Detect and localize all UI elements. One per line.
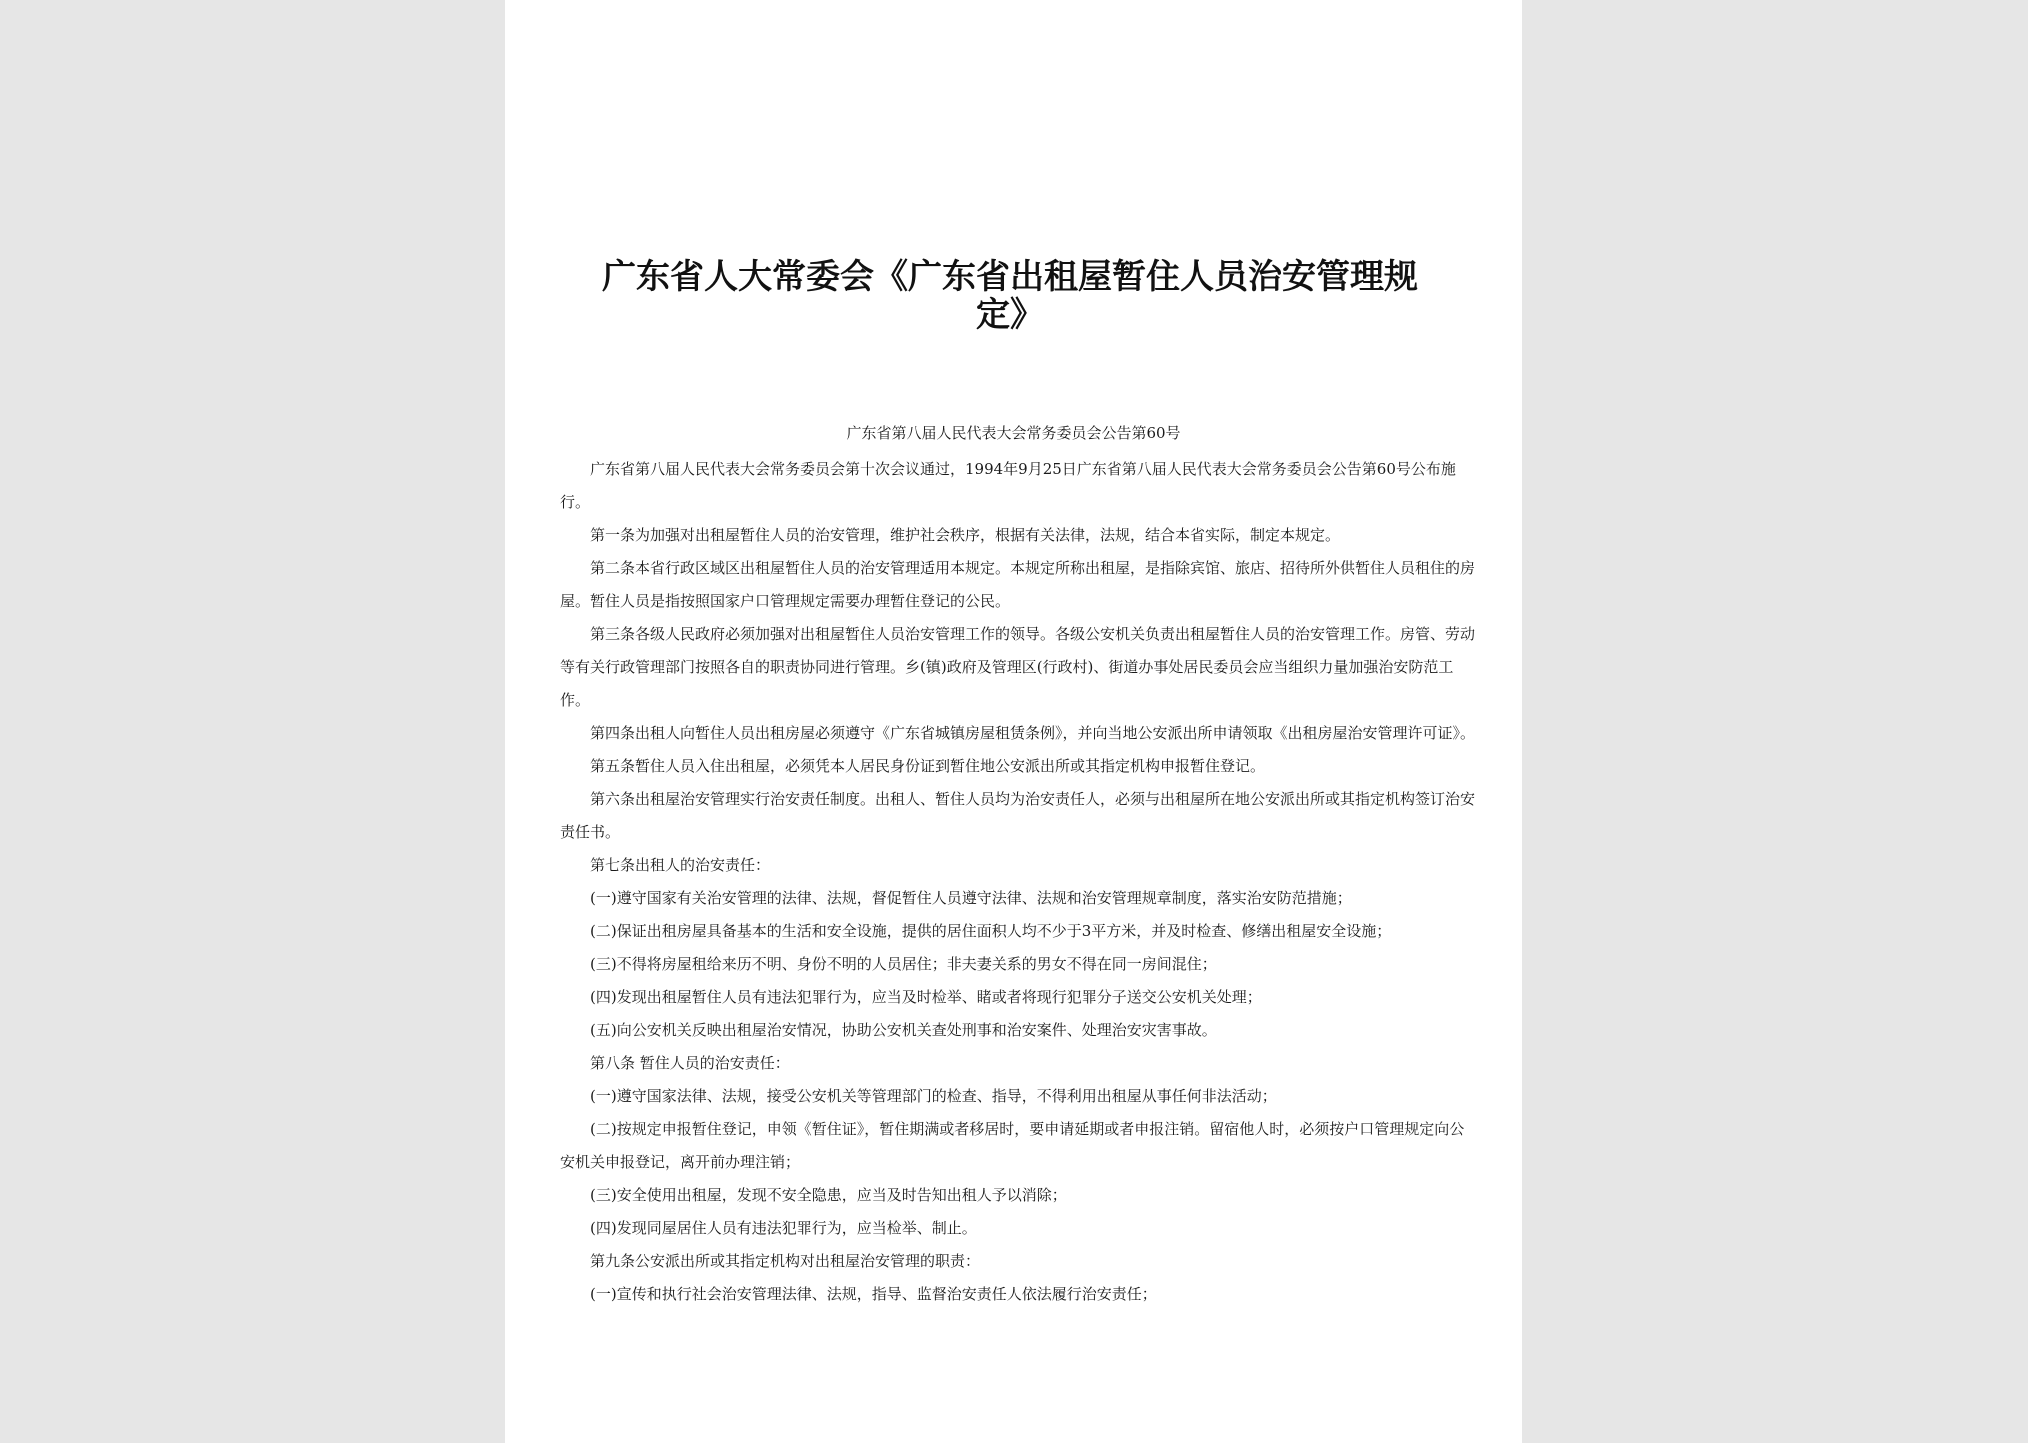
- paragraph: 第五条暂住人员入住出租屋，必须凭本人居民身份证到暂住地公安派出所或其指定机构申报暂住登记。: [590, 757, 1266, 775]
- paragraph: (五)向公安机关反映出租屋治安情况，协助公安机关查处刑事和治安案件、处理治安灾害事故。: [590, 1021, 1217, 1039]
- paragraph: 第二条本省行政区域区出租屋暂住人员的治安管理适用本规定。本规定所称出租屋，是指除宾馆、旅店、招待所外供暂住人员租住的房屋。暂住人员是指按照国家户口管理规定需要办理暂住登记的公民。: [560, 559, 1476, 610]
- document-page: [505, 0, 1522, 1443]
- document-title: 广东省人大常委会《广东省出租屋暂住人员治安管理规定》: [602, 257, 1418, 335]
- paragraph: (四)发现同屋居住人员有违法犯罪行为，应当检举、制止。: [590, 1219, 977, 1237]
- paragraph: (一)遵守国家法律、法规，接受公安机关等管理部门的检查、指导，不得利用出租屋从事任何非法活动；: [590, 1087, 1277, 1105]
- paragraph: 第一条为加强对出租屋暂住人员的治安管理，维护社会秩序，根据有关法律，法规，结合本省实际，制定本规定。: [590, 526, 1341, 544]
- paragraph: 第三条各级人民政府必须加强对出租屋暂住人员治安管理工作的领导。各级公安机关负责出租屋暂住人员的治安管理工作。房管、劳动等有关行政管理部门按照各自的职责协同进行管理。乡(镇)政府及管理区(行政村)、街道办事处居民委员会应当组织力量加强治安防范工作。: [560, 625, 1476, 709]
- paragraph: (二)保证出租房屋具备基本的生活和安全设施，提供的居住面积人均不少于3平方米，并及时检查、修缮出租屋安全设施；: [590, 922, 1392, 940]
- paragraph: 第七条出租人的治安责任：: [590, 856, 771, 874]
- paragraph: (二)按规定申报暂住登记，申领《暂住证》，暂住期满或者移居时，要申请延期或者申报注销。留宿他人时，必须按户口管理规定向公安机关申报登记，离开前办理注销；: [560, 1120, 1465, 1171]
- document-body: [560, 453, 1476, 1311]
- paragraph: 第九条公安派出所或其指定机构对出租屋治安管理的职责：: [590, 1252, 981, 1270]
- paragraph: (一)宣传和执行社会治安管理法律、法规，指导、监督治安责任人依法履行治安责任；: [590, 1285, 1157, 1303]
- paragraph: (三)不得将房屋租给来历不明、身份不明的人员居住；非夫妻关系的男女不得在同一房间混住；: [590, 955, 1217, 973]
- paragraph: (一)遵守国家有关治安管理的法律、法规，督促暂住人员遵守法律、法规和治安管理规章制度，落实治安防范措施；: [590, 889, 1352, 907]
- paragraph: 第八条 暂住人员的治安责任：: [590, 1054, 790, 1072]
- paragraph: 广东省第八届人民代表大会常务委员会第十次会议通过，1994年9月25日广东省第八届人民代表大会常务委员会公告第60号公布施行。: [560, 460, 1456, 511]
- paragraph: 第四条出租人向暂住人员出租房屋必须遵守《广东省城镇房屋租赁条例》，并向当地公安派出所申请领取《出租房屋治安管理许可证》。: [590, 724, 1476, 742]
- paragraph: (三)安全使用出租屋，发现不安全隐患，应当及时告知出租人予以消除；: [590, 1186, 1067, 1204]
- paragraph: 第六条出租屋治安管理实行治安责任制度。出租人、暂住人员均为治安责任人，必须与出租屋所在地公安派出所或其指定机构签订治安责任书。: [560, 790, 1476, 841]
- announcement-number: 广东省第八届人民代表大会常务委员会公告第60号: [846, 424, 1181, 442]
- paragraph: (四)发现出租屋暂住人员有违法犯罪行为，应当及时检举、睹或者将现行犯罪分子送交公安机关处理；: [590, 988, 1262, 1006]
